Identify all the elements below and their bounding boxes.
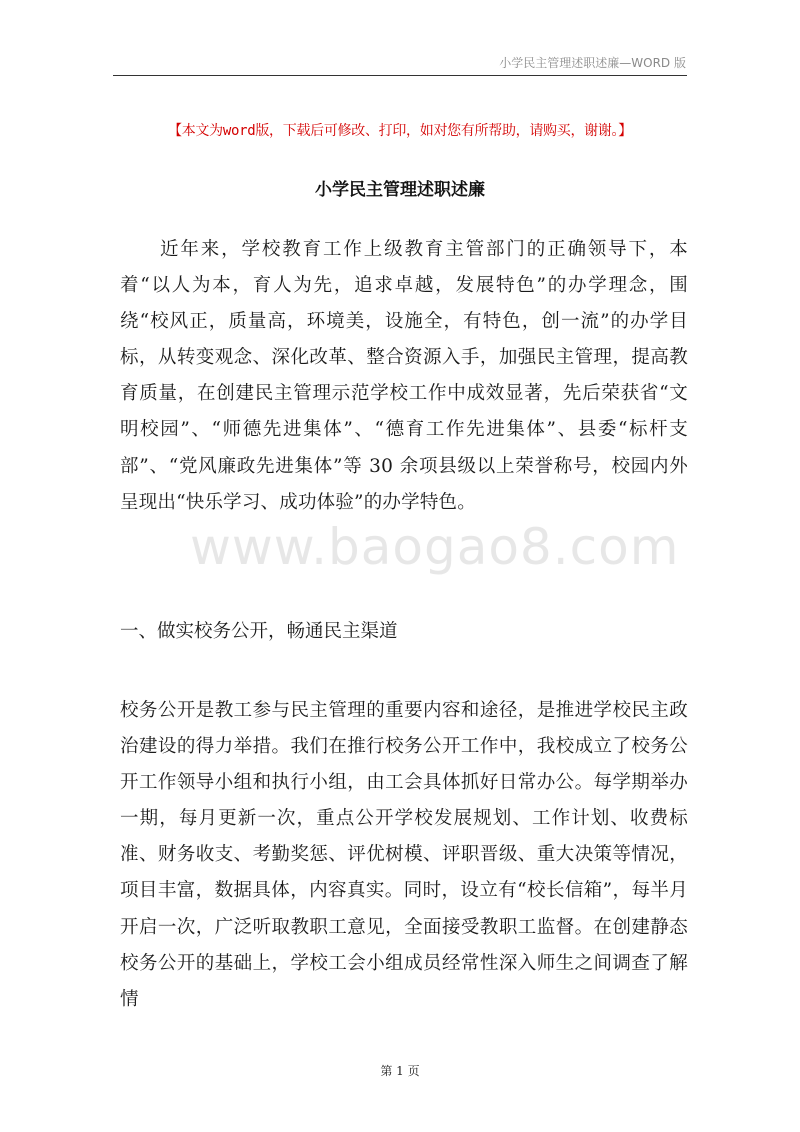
purchase-notice: 【本文为word版，下载后可修改、打印，如对您有所帮助，请购买，谢谢。】 [168, 123, 632, 139]
page-number: 第 1 页 [380, 1064, 420, 1078]
site-watermark: www.baogao8.com [190, 518, 680, 576]
section-1-paragraph: 校务公开是教工参与民主管理的重要内容和途径，是推进学校民主政治建设的得力举措。我们在推行校务公开工作中，我校成立了校务公开工作领导小组和执行小组，由工会具体抓好日常办公。每学期举办一期，每月更新一次，重点公开学校发展规划、工作计划、收费标准、财务收支、考勤奖惩、评优树模、评职晋级、重大决策等情况，项目丰富，数据具体，内容真实。同时，设立有“校长信箱”，每半月开启一次，广泛听取教职工意见，全面接受教职工监督。在创建静态校务公开的基础上，学校工会小组成员经常性深入师生之间调查了解情 [120, 700, 688, 1010]
running-header-title: 小学民主管理述职述廉—WORD 版 [499, 56, 686, 70]
header-divider [113, 75, 687, 76]
intro-paragraph: 近年来，学校教育工作上级教育主管部门的正确领导下，本着“以人为本，育人为先，追求卓越，发展特色”的办学理念，围绕“校风正，质量高，环境美，设施全，有特色，创一流”的办学目标，从转变观念、深化改革、整合资源入手，加强民主管理，提高教育质量，在创建民主管理示范学校工作中成效显著，先后荣获省“文明校园”、“师德先进集体”、“德育工作先进集体”、县委“标杆支部”、“党风廉政先进集体”等 30 余项县级以上荣誉称号，校园内外呈现出“快乐学习、成功体验”的办学特色。 [120, 239, 688, 513]
section-heading-1: 一、做实校务公开，畅通民主渠道 [120, 621, 398, 642]
document-title: 小学民主管理述职述廉 [315, 180, 485, 200]
